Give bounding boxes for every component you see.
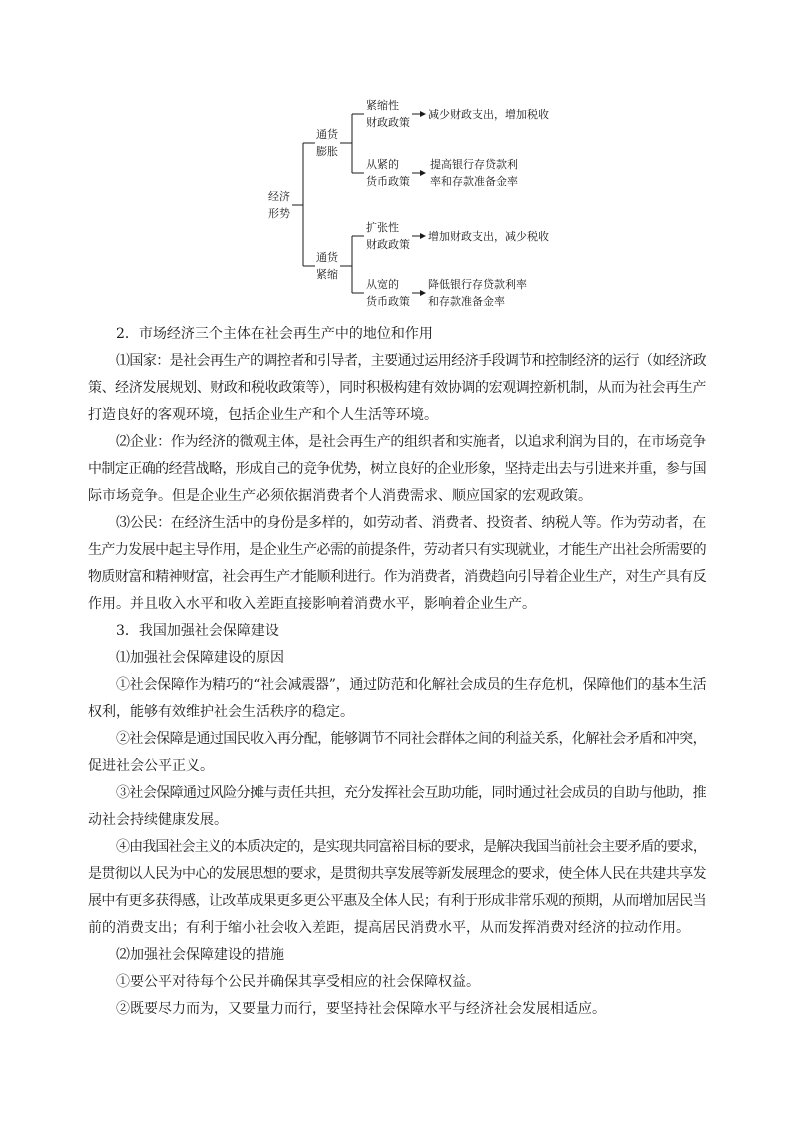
paragraph-line: ⑶公民：在经济生活中的身份是多样的，如劳动者、消费者、投资者、纳税人等。作为劳动者，在 xyxy=(116,515,707,531)
diagram-deflation-monetary-effect xyxy=(428,276,527,310)
diagram-label-line: 降低银行存贷款利率 xyxy=(428,278,527,291)
paragraph-line: 作用。并且收入水平和收入差距直接影响着消费水平，影响着企业生产。 xyxy=(88,596,536,612)
paragraph-line: 物质财富和精神财富，社会再生产才能顺利进行。作为消费者，消费趋向引导着企业生产，对生产具有反 xyxy=(88,569,707,585)
diagram-label-line: 货币政策 xyxy=(366,175,410,188)
paragraph-line: 际市场竞争。但是企业生产必须依据消费者个人消费需求、顺应国家的宏观政策。 xyxy=(88,488,592,504)
section-heading: 3．我国加强社会保障建设 xyxy=(116,623,279,639)
paragraph-line: 前的消费支出；有利于缩小社会收入差距，提高居民消费水平，从而发挥消费对经济的拉动作用。 xyxy=(88,920,690,936)
paragraph-line: 中制定正确的经营战略，形成自己的竞争优势，树立良好的企业形象，坚持走出去与引进来并重，参与国 xyxy=(88,461,707,477)
subsection-heading: ⑴加强社会保障建设的原因 xyxy=(116,650,284,666)
diagram-deflation-monetary xyxy=(366,276,410,310)
diagram-label-line: 紧缩性 xyxy=(366,99,399,112)
diagram-label-line: 货币政策 xyxy=(366,295,410,308)
diagram-label-line: 率和存款准备金率 xyxy=(430,175,518,188)
diagram-root-line: 形势 xyxy=(268,207,290,220)
paragraph-line: 动社会持续健康发展。 xyxy=(88,812,228,828)
section-heading: 2．市场经济三个主体在社会再生产中的地位和作用 xyxy=(116,326,433,342)
diagram-inflation-line: 膨胀 xyxy=(316,145,338,158)
diagram-root-line: 经济 xyxy=(268,190,290,203)
economic-situation-diagram xyxy=(0,0,794,320)
paragraph-line: 是贯彻以人民为中心的发展思想的要求，是贯彻共享发展等新发展理念的要求，使全体人民在共建共享发 xyxy=(88,866,707,882)
paragraph-line: 策、经济发展规划、财政和税收政策等），同时积极构建有效协调的宏观调控新机制，从而为社会再生产 xyxy=(88,380,706,396)
paragraph-line: ⑵企业：作为经济的微观主体，是社会再生产的组织者和实施者，以追求利润为目的，在市场竞争 xyxy=(116,434,707,450)
paragraph-line: 展中有更多获得感，让改革成果更多更公平惠及全体人民；有利于形成非常乐观的预期，从而增加居民当 xyxy=(88,893,707,909)
diagram-label-line: 和存款准备金率 xyxy=(428,295,505,308)
diagram-deflation-line: 通货 xyxy=(316,251,338,264)
diagram-inflation-fiscal-effect: 减少财政支出，增加税收 xyxy=(428,108,549,121)
diagram-root xyxy=(268,188,290,222)
diagram-label-line: 扩张性 xyxy=(366,221,399,234)
diagram-inflation-fiscal xyxy=(366,97,410,131)
paragraph-line: ⑴国家：是社会再生产的调控者和引导者，主要通过运用经济手段调节和控制经济的运行（如经济政 xyxy=(116,353,706,369)
diagram-deflation-fiscal-effect: 增加财政支出，减少税收 xyxy=(428,230,549,243)
paragraph-line: ②既要尽力而为，又要量力而行，要坚持社会保障水平与经济社会发展相适应。 xyxy=(116,1001,606,1017)
paragraph-line: ④由我国社会主义的本质决定的，是实现共同富裕目标的要求，是解决我国当前社会主要矛盾的要求， xyxy=(116,839,706,855)
paragraph-line: ①要公平对待每个公民并确保其享受相应的社会保障权益。 xyxy=(116,974,480,990)
diagram-label-line: 从宽的 xyxy=(366,278,399,291)
diagram-inflation-line: 通货 xyxy=(316,128,338,141)
diagram-inflation-monetary-effect xyxy=(430,156,518,190)
diagram-inflation-monetary xyxy=(366,156,410,190)
paragraph-line: 权利，能够有效维护社会生活秩序的稳定。 xyxy=(88,704,354,720)
diagram-deflation xyxy=(316,249,338,283)
diagram-label-line: 财政政策 xyxy=(366,116,410,129)
diagram-deflation-line: 紧缩 xyxy=(316,268,338,281)
diagram-deflation-fiscal xyxy=(366,219,410,253)
paragraph-line: ③社会保障通过风险分摊与责任共担，充分发挥社会互助功能，同时通过社会成员的自助与他助，推 xyxy=(116,785,706,801)
paragraph-line: 打造良好的客观环境，包括企业生产和个人生活等环境。 xyxy=(88,407,438,423)
diagram-label-line: 从紧的 xyxy=(366,158,399,171)
paragraph-line: 生产力发展中起主导作用，是企业生产必需的前提条件，劳动者只有实现就业，才能生产出社会所需要的 xyxy=(88,542,707,558)
paragraph-line: ①社会保障作为精巧的“社会减震器”，通过防范和化解社会成员的生存危机，保障他们的基本生活 xyxy=(116,677,707,693)
diagram-label-line: 财政政策 xyxy=(366,238,410,251)
paragraph-line: ②社会保障是通过国民收入再分配，能够调节不同社会群体之间的利益关系，化解社会矛盾和冲突， xyxy=(116,731,706,747)
diagram-label-line: 提高银行存贷款利 xyxy=(430,158,518,171)
subsection-heading: ⑵加强社会保障建设的措施 xyxy=(116,947,284,963)
diagram-inflation xyxy=(316,126,338,160)
paragraph-line: 促进社会公平正义。 xyxy=(88,758,214,774)
